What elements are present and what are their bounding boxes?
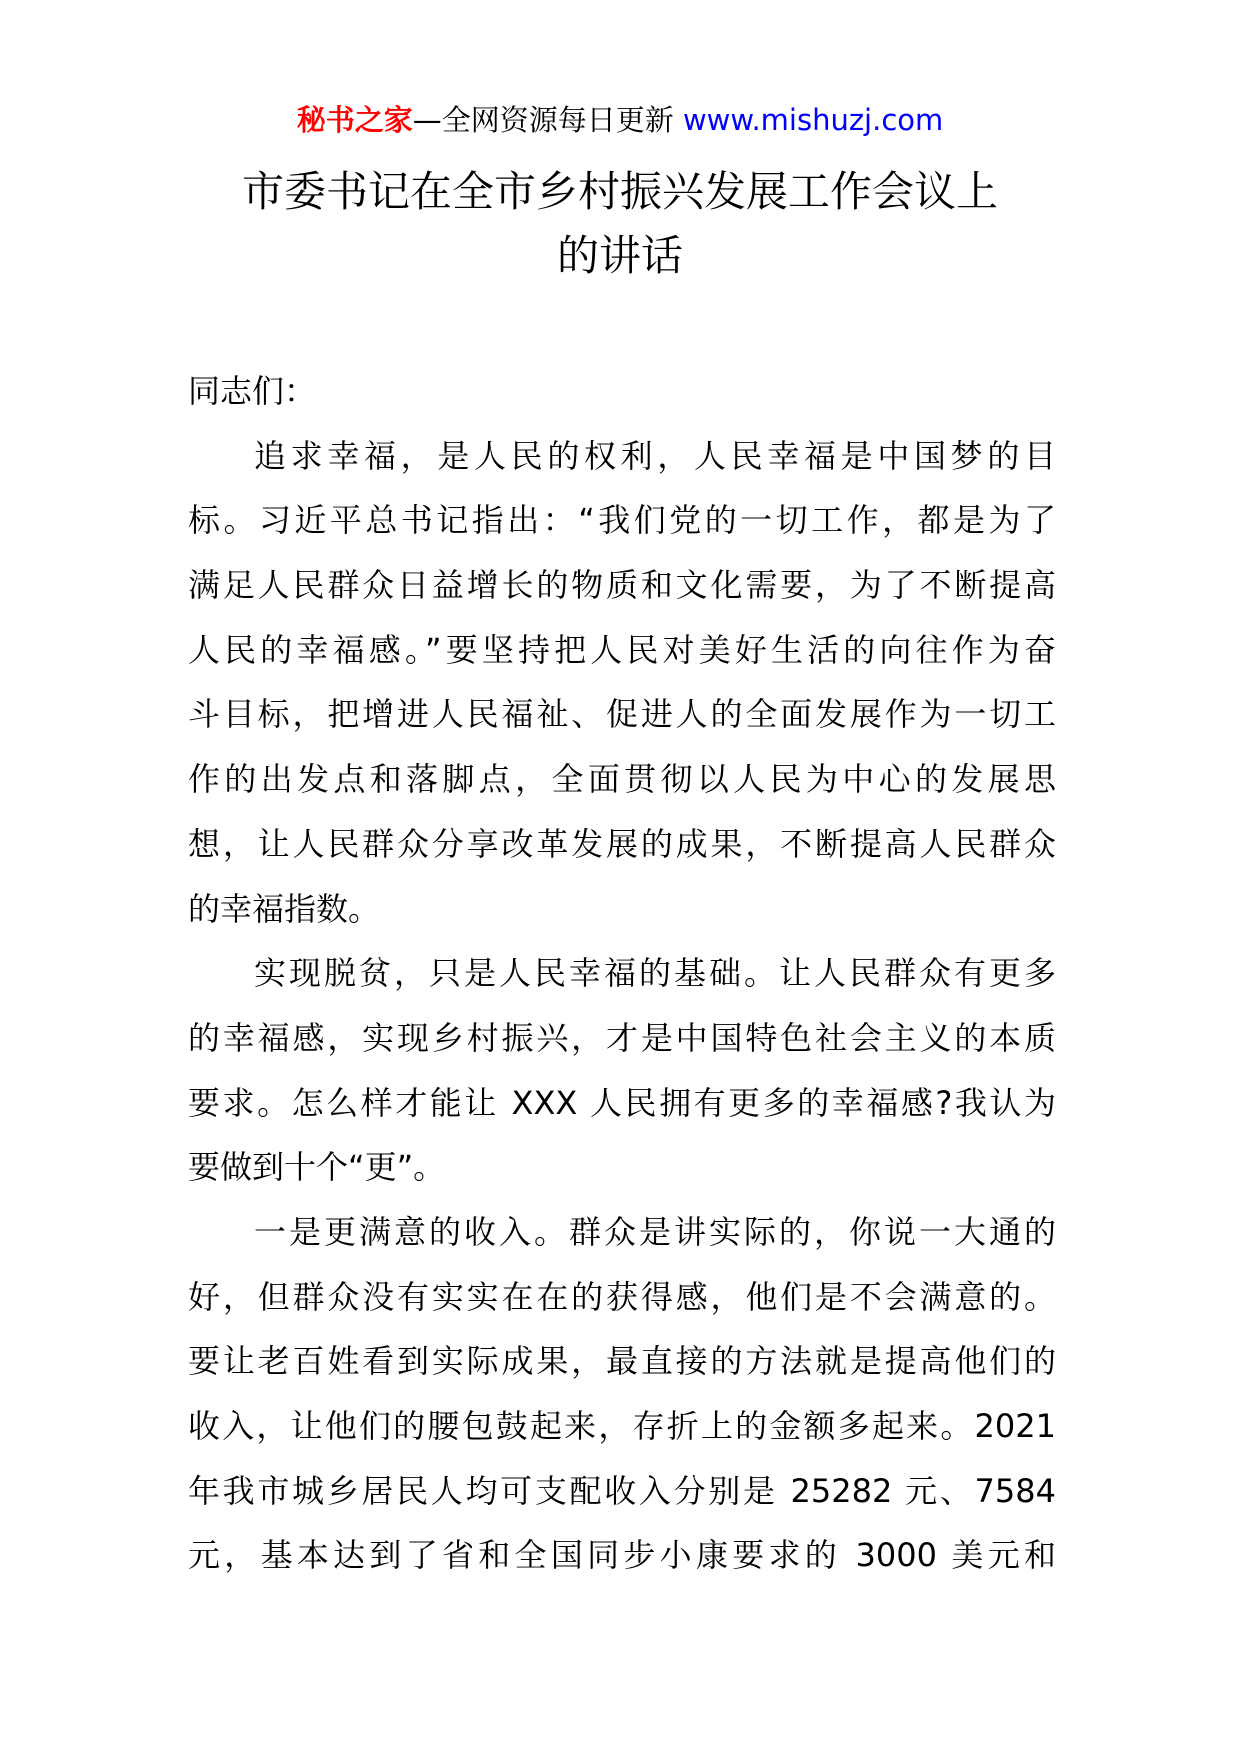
paragraph-line: 要求。怎么样才能让 XXX 人民拥有更多的幸福感?我认为 (188, 1083, 1056, 1122)
paragraph-line: 好，但群众没有实实在在的获得感，他们是不会满意的。 (188, 1277, 1056, 1316)
document-body (188, 359, 1056, 1588)
site-header (0, 100, 1240, 140)
paragraph-line: 收入，让他们的腰包鼓起来，存折上的金额多起来。2021 (188, 1407, 1056, 1445)
header-slogan: —全网资源每日更新 (412, 103, 674, 137)
paragraph-line: 的幸福感，实现乡村振兴，才是中国特色社会主义的本质 (188, 1018, 1056, 1057)
paragraph-line: 要做到十个“更”。 (188, 1148, 446, 1187)
site-url-link[interactable]: www.mishuzj.com (682, 103, 944, 137)
title-line-2: 的讲话 (556, 231, 683, 280)
document-title (170, 160, 1070, 288)
paragraph-line: 一是更满意的收入。群众是讲实际的，你说一大通的 (254, 1212, 1056, 1251)
paragraph-line: 想，让人民群众分享改革发展的成果，不断提高人民群众 (188, 824, 1056, 863)
paragraph-line: 追求幸福，是人民的权利，人民幸福是中国梦的目 (254, 436, 1056, 475)
paragraph-line: 满足人民群众日益增长的物质和文化需要，为了不断提高 (188, 566, 1056, 605)
brand-name: 秘书之家 (296, 103, 413, 137)
paragraph-line: 元，基本达到了省和全国同步小康要求的 3000 美元和 (188, 1536, 1056, 1575)
paragraph-line: 人民的幸福感。”要坚持把人民对美好生活的向往作为奋 (188, 630, 1056, 669)
paragraph-line: 年我市城乡居民人均可支配收入分别是 25282 元、7584 (188, 1471, 1056, 1510)
paragraph-line: 要让老百姓看到实际成果，最直接的方法就是提高他们的 (188, 1342, 1056, 1381)
paragraph-line: 斗目标，把增进人民福祉、促进人的全面发展作为一切工 (188, 695, 1056, 734)
salutation: 同志们： (188, 372, 317, 410)
paragraph-line: 标。习近平总书记指出：“我们党的一切工作，都是为了 (188, 501, 1056, 540)
paragraph-line: 作的出发点和落脚点，全面贯彻以人民为中心的发展思 (188, 760, 1056, 799)
paragraph-line: 的幸福指数。 (188, 889, 381, 928)
paragraph-line: 实现脱贫，只是人民幸福的基础。让人民群众有更多 (254, 954, 1056, 993)
title-line-1: 市委书记在全市乡村振兴发展工作会议上 (241, 167, 998, 216)
